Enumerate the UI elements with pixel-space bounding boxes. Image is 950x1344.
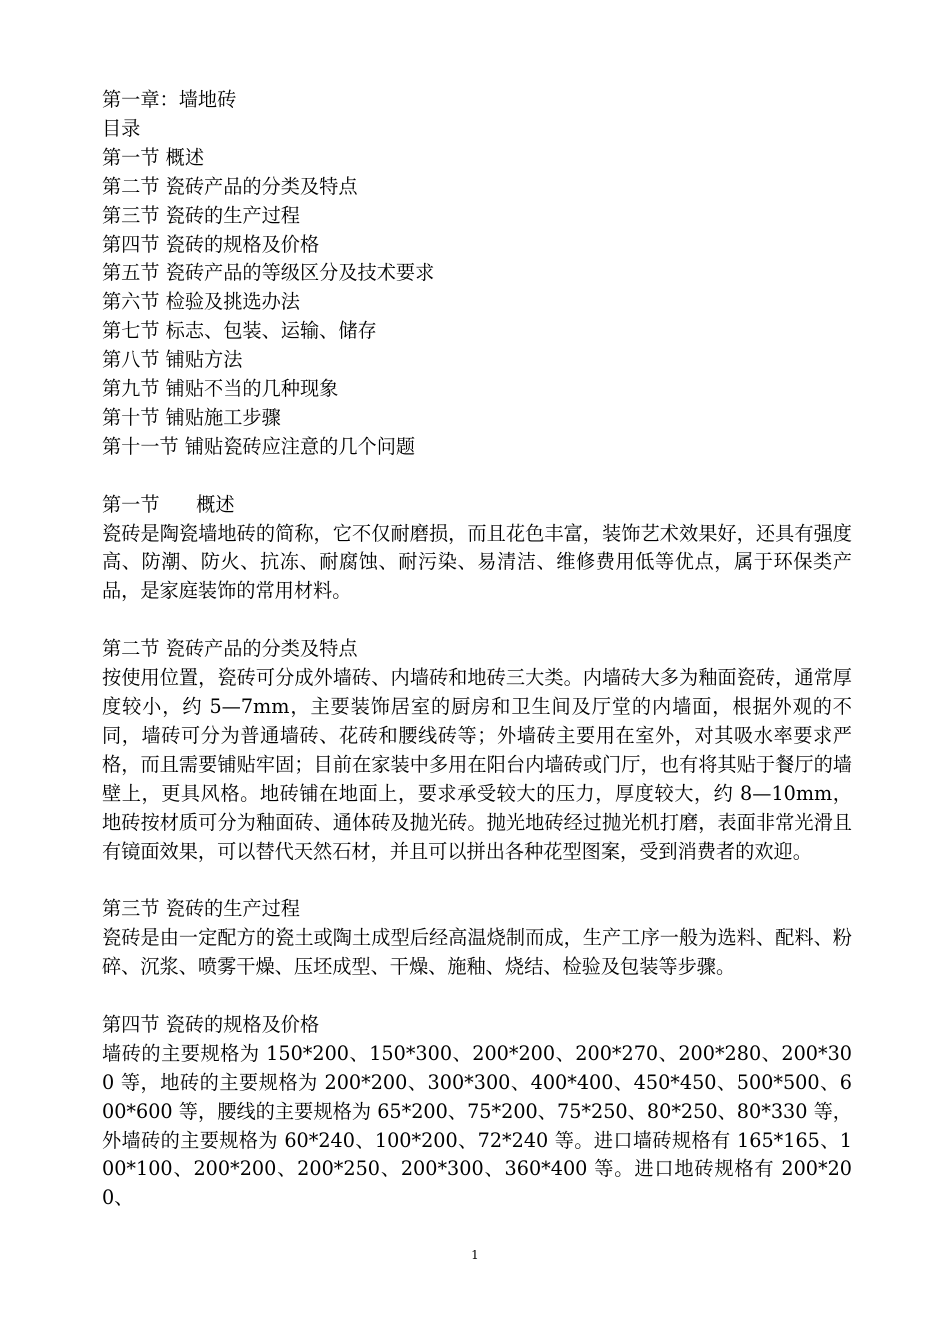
section-body: 瓷砖是陶瓷墙地砖的简称，它不仅耐磨损，而且花色丰富，装饰艺术效果好，还具有强度高、防潮、防火、抗冻、耐腐蚀、耐污染、易清洁、维修费用低等优点，属于环保类产品，是家庭装饰的常用材料。 (102, 521, 852, 603)
toc-item: 第十一节 铺贴瓷砖应注意的几个问题 (102, 434, 416, 458)
page-number: 1 (471, 1248, 479, 1262)
toc-heading: 目录 (102, 116, 141, 140)
section-heading: 第一节 概述 (102, 492, 235, 516)
document-page (102, 86, 852, 1213)
toc-item: 第四节 瓷砖的规格及价格 (102, 232, 320, 256)
toc-item: 第二节 瓷砖产品的分类及特点 (102, 174, 358, 198)
blank-line (102, 462, 852, 491)
section-body: 墙砖的主要规格为 150*200、150*300、200*200、200*270、200*280、200*300 等，地砖的主要规格为 200*200、300*300、400*400、450*450、500*500、600*600 等，腰线的主要规格为 65*200、75*200、75*250、80*250、80*330 等，外墙砖的主要规格为 60*240、100*200、72*240 等。进口墙砖规格有 165*165、100*100、200*200、200*250、200*300、360*400 等。进口地砖规格有 200*200、 (102, 1041, 852, 1210)
section-body: 按使用位置，瓷砖可分成外墙砖、内墙砖和地砖三大类。内墙砖大多为釉面瓷砖，通常厚度较小，约 5—7mm，主要装饰居室的厨房和卫生间及厅堂的内墙面，根据外观的不同，墙砖可分为普通墙砖、花砖和腰线砖等；外墙砖主要用在室外，对其吸水率要求严格，而且需要铺贴牢固；目前在家装中多用在阳台内墙砖或门厅，也有将其贴于餐厅的墙壁上，更具风格。地砖铺在地面上，要求承受较大的压力，厚度较大，约 8—10mm，地砖按材质可分为釉面砖、通体砖及抛光砖。抛光地砖经过抛光机打磨，表面非常光滑且有镜面效果，可以替代天然石材，并且可以拼出各种花型图案，受到消费者的欢迎。 (102, 666, 852, 863)
section-body: 瓷砖是由一定配方的瓷土或陶土成型后经高温烧制而成，生产工序一般为选料、配料、粉碎、沉浆、喷雾干燥、压坯成型、干燥、施釉、烧结、检验及包装等步骤。 (102, 926, 852, 979)
toc-item: 第九节 铺贴不当的几种现象 (102, 377, 339, 401)
toc-item: 第五节 瓷砖产品的等级区分及技术要求 (102, 261, 435, 285)
toc-item: 第十节 铺贴施工步骤 (102, 405, 281, 429)
chapter-title: 第一章：墙地砖 (102, 88, 237, 111)
blank-line (102, 866, 852, 895)
section-heading: 第三节 瓷砖的生产过程 (102, 897, 300, 921)
blank-line (102, 982, 852, 1011)
toc-item: 第一节 概述 (102, 145, 205, 169)
toc-item: 第八节 铺贴方法 (102, 348, 243, 372)
blank-line (102, 606, 852, 635)
toc-item: 第六节 检验及挑选办法 (102, 290, 300, 314)
toc-item: 第七节 标志、包装、运输、储存 (102, 319, 377, 343)
section-heading: 第二节 瓷砖产品的分类及特点 (102, 637, 358, 661)
section-heading: 第四节 瓷砖的规格及价格 (102, 1012, 320, 1036)
toc-item: 第三节 瓷砖的生产过程 (102, 203, 300, 227)
